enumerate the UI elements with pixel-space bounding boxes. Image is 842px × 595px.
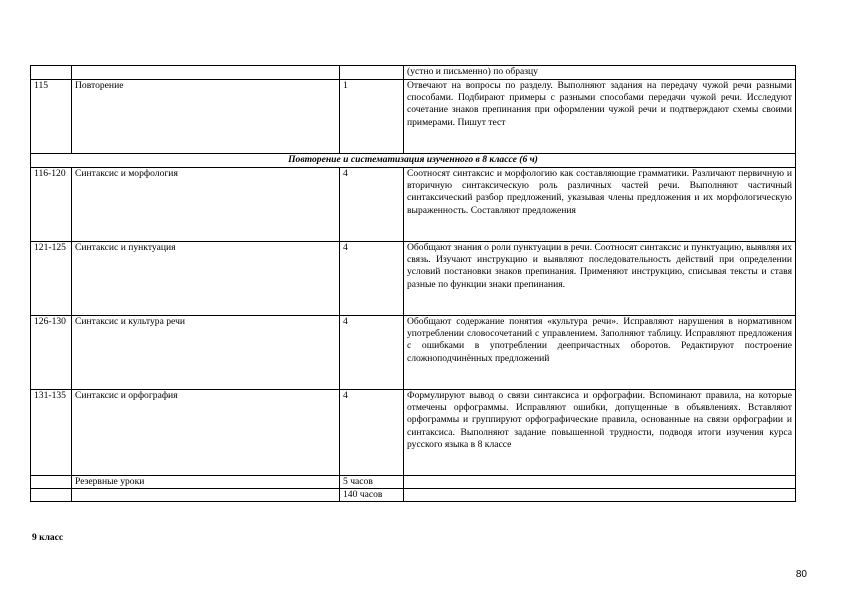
lesson-hours: 4 <box>340 390 404 476</box>
grade-heading: 9 класс <box>32 533 64 543</box>
lesson-hours: 4 <box>340 242 404 316</box>
table-row <box>31 80 796 154</box>
lesson-topic: Резервные уроки <box>72 476 340 489</box>
lesson-topic: Повторение <box>72 80 340 154</box>
table-row <box>31 489 796 502</box>
activity-description <box>404 476 796 489</box>
lesson-hours: 140 часов <box>340 489 404 502</box>
lesson-hours: 4 <box>340 168 404 242</box>
lesson-number <box>31 476 72 489</box>
lesson-number: 121-125 <box>31 242 72 316</box>
activity-description: (устно и письменно) по образцу <box>404 66 796 80</box>
lesson-plan-table <box>30 65 796 502</box>
lesson-hours: 5 часов <box>340 476 404 489</box>
activity-description: Обобщают знания о роли пунктуации в речи. Соотносят синтаксис и пунктуацию, выявляя их связь. Изучают инструкцию и выявляют последовательность действий при определении условий постановки знаков препинания. Применяют инструкцию, списывая тексты и ставя разные по функции знаки препинания. <box>404 242 796 316</box>
lesson-number: 115 <box>31 80 72 154</box>
lesson-topic <box>72 489 340 502</box>
lesson-topic: Синтаксис и культура речи <box>72 316 340 390</box>
activity-description: Формулируют вывод о связи синтаксиса и орфографии. Вспоминают правила, на которые отмечены орфограммы. Исправляют ошибки, допущенные в объявлениях. Вставляют орфограммы и группируют орфографические правила, основанные на связи орфографии и синтаксиса. Выполняют задание повышенной трудности, подводя итоги изучения курса русского языка в 8 классе <box>404 390 796 476</box>
table-row <box>31 242 796 316</box>
activity-description: Отвечают на вопросы по разделу. Выполняют задания на передачу чужой речи разными способами. Подбирают примеры с разными способами передачи чужой речи. Исследуют сочетание знаков препинания при оформлении чужой речи и подтверждают схемы своими примерами. Пишут тест <box>404 80 796 154</box>
table-row <box>31 476 796 489</box>
lesson-topic <box>72 66 340 80</box>
table-row <box>31 390 796 476</box>
section-heading: Повторение и систематизация изученного в 8 классе (6 ч) <box>31 154 796 168</box>
page-number: 80 <box>795 569 807 580</box>
activity-description <box>404 489 796 502</box>
lesson-topic: Синтаксис и орфография <box>72 390 340 476</box>
lesson-hours: 1 <box>340 80 404 154</box>
section-row <box>31 154 796 168</box>
table-row <box>31 168 796 242</box>
activity-description: Обобщают содержание понятия «культура речи». Исправляют нарушения в нормативном употреблении словосочетаний с управлением. Заполняют таблицу. Исправляют предложения с ошибками в употреблении деепричастных оборотов. Редактируют построение сложноподчинённых предложений <box>404 316 796 390</box>
lesson-number <box>31 489 72 502</box>
table-row <box>31 66 796 80</box>
table-row <box>31 316 796 390</box>
lesson-hours: 4 <box>340 316 404 390</box>
lesson-number: 126-130 <box>31 316 72 390</box>
lesson-topic: Синтаксис и морфология <box>72 168 340 242</box>
lesson-hours <box>340 66 404 80</box>
lesson-number <box>31 66 72 80</box>
lesson-topic: Синтаксис и пунктуация <box>72 242 340 316</box>
lesson-number: 116-120 <box>31 168 72 242</box>
activity-description: Соотносят синтаксис и морфологию как составляющие грамматики. Различают первичную и вторичную синтаксическую роль различных частей речи. Выполняют частичный синтаксический разбор предложений, указывая члены предложения и их морфологическую выраженность. Составляют предложения <box>404 168 796 242</box>
lesson-number: 131-135 <box>31 390 72 476</box>
